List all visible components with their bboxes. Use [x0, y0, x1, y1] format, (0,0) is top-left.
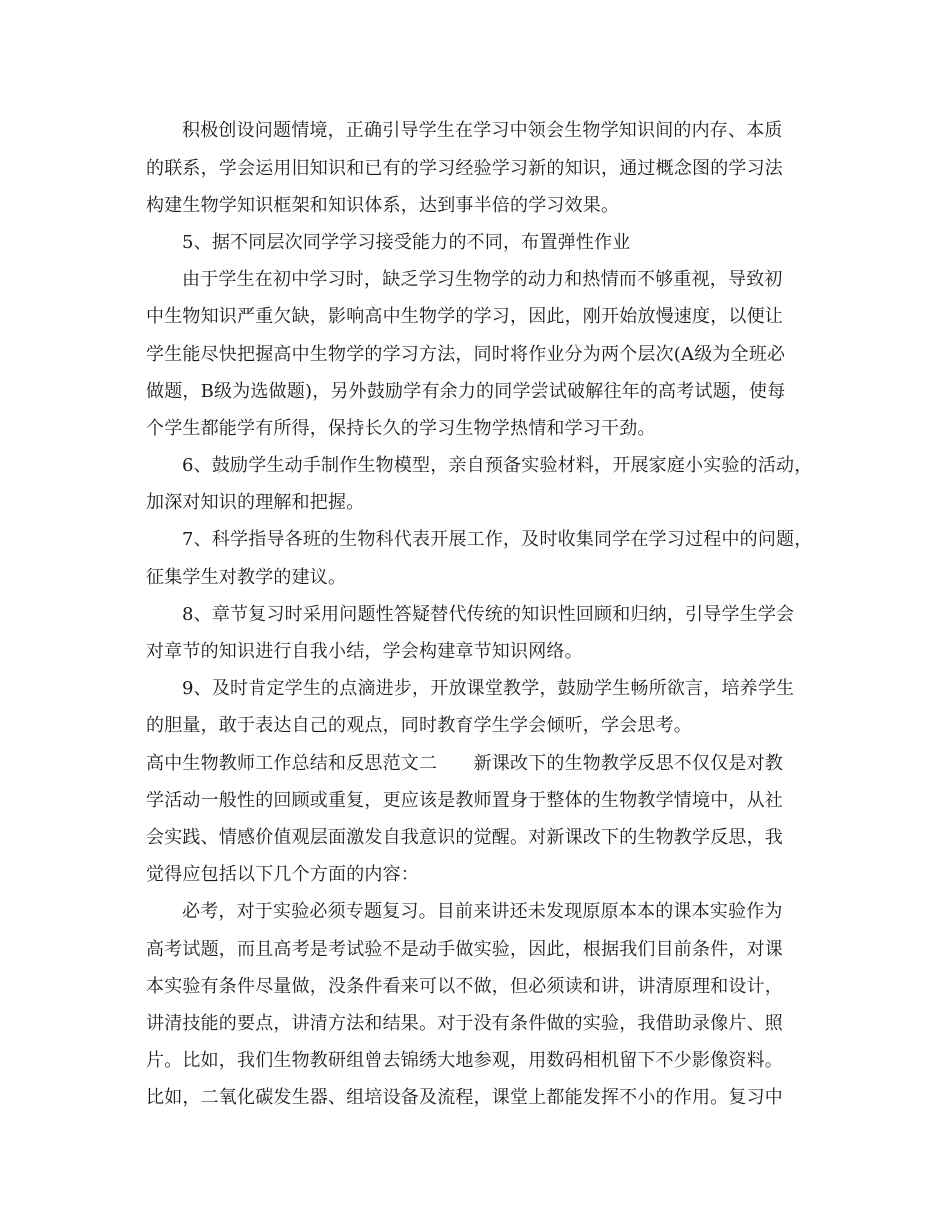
- text-line: 的联系，学会运用旧知识和已有的学习经验学习新的知识，通过概念图的学习法: [146, 158, 783, 179]
- text-line: 中生物知识严重欠缺，影响高中生物学的学习，因此，刚开始放慢速度，以便让: [146, 306, 783, 327]
- text-line: 本实验有条件尽量做，没条件看来可以不做，但必须读和讲，讲清原理和设计，: [146, 976, 783, 997]
- text-line: 必考，对于实验必须专题复习。目前来讲还未发现原原本本的课本实验作为: [182, 901, 783, 922]
- text-line: 比如，二氧化碳发生器、组培设备及流程，课堂上都能发挥不小的作用。复习中: [146, 1087, 783, 1108]
- text-line: 积极创设问题情境，正确引导学生在学习中领会生物学知识间的内存、本质: [182, 120, 783, 141]
- text-line: 8、章节复习时采用问题性答疑替代传统的知识性回顾和归纳，引导学生学会: [182, 604, 795, 625]
- text-line: 学生能尽快把握高中生物学的学习方法，同时将作业分为两个层次(A级为全班必: [146, 344, 786, 365]
- text-line: 5、据不同层次同学学习接受能力的不同，布置弹性作业: [182, 232, 631, 253]
- text-line: 构建生物学知识框架和知识体系，达到事半倍的学习效果。: [146, 195, 620, 216]
- text-line: 片。比如，我们生物教研组曾去锦绣大地参观，用数码相机留下不少影像资料。: [146, 1050, 783, 1071]
- text-line: 高中生物教师工作总结和反思范文二 新课改下的生物教学反思不仅仅是对教: [146, 753, 783, 774]
- text-line: 高考试题，而且高考是考试验不是动手做实验，因此，根据我们目前条件，对课: [146, 939, 783, 960]
- text-line: 6、鼓励学生动手制作生物模型，亲自预备实验材料，开展家庭小实验的活动，: [182, 455, 813, 476]
- text-line: 加深对知识的理解和把握。: [146, 492, 365, 513]
- text-line: 做题，B级为选做题)，另外鼓励学有余力的同学尝试破解往年的高考试题，使每: [146, 381, 786, 402]
- text-line: 9、及时肯定学生的点滴进步，开放课堂教学，鼓励学生畅所欲言，培养学生: [182, 678, 795, 699]
- text-line: 7、科学指导各班的生物科代表开展工作，及时收集同学在学习过程中的问题，: [182, 529, 813, 550]
- text-line: 讲清技能的要点，讲清方法和结果。对于没有条件做的实验，我借助录像片、照: [146, 1013, 783, 1034]
- text-line: 的胆量，敢于表达自己的观点，同时教育学生学会倾听，学会思考。: [146, 715, 692, 736]
- text-line: 学活动一般性的回顾或重复，更应该是教师置身于整体的生物教学情境中，从社: [146, 790, 783, 811]
- text-line: 会实践、情感价值观层面激发自我意识的觉醒。对新课改下的生物教学反思，我: [146, 827, 783, 848]
- text-line: 对章节的知识进行自我小结，学会构建章节知识网络。: [146, 641, 583, 662]
- text-line: 觉得应包括以下几个方面的内容：: [146, 864, 419, 885]
- text-line: 由于学生在初中学习时，缺乏学习生物学的动力和热情而不够重视，导致初: [182, 269, 783, 290]
- text-line: 个学生都能学有所得，保持长久的学习生物学热情和学习干劲。: [146, 418, 656, 439]
- text-line: 征集学生对教学的建议。: [146, 567, 347, 588]
